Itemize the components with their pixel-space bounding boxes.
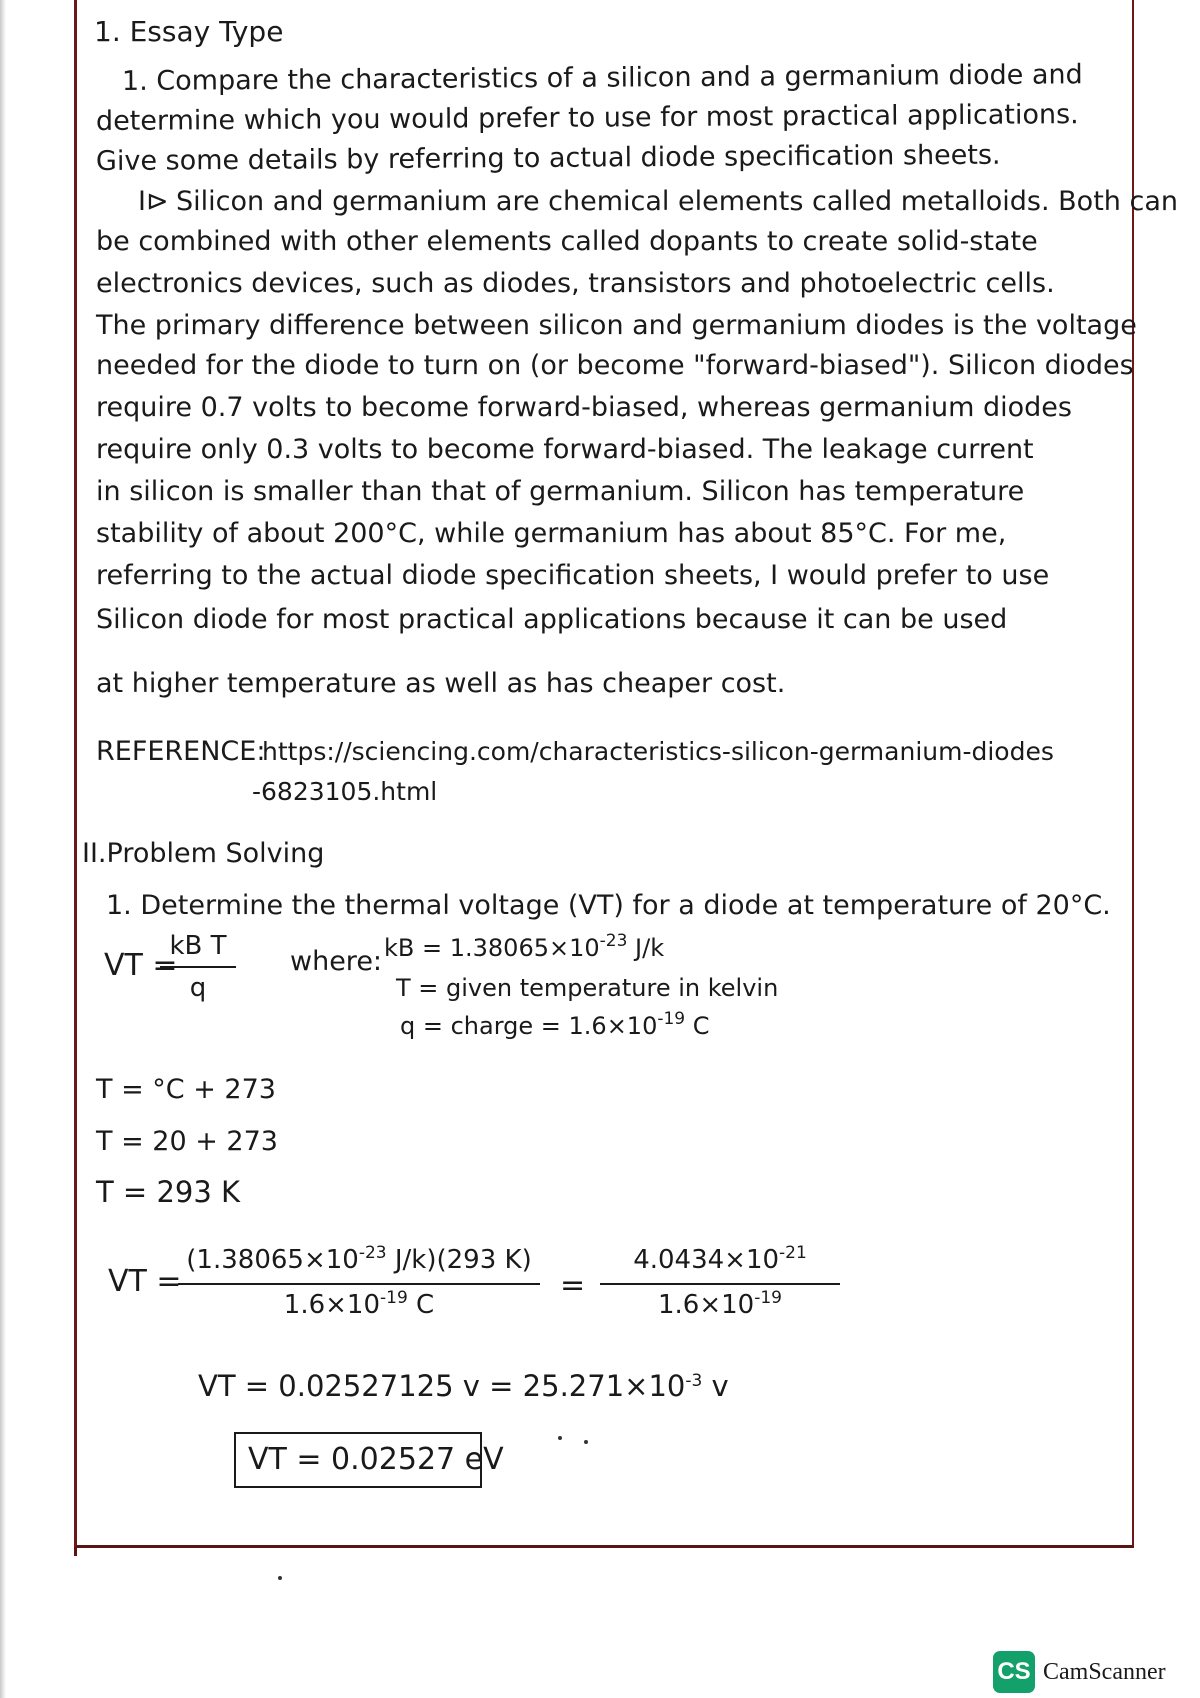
answer-line-3: electronics devices, such as diodes, transistors and photoelectric cells. — [96, 268, 1055, 299]
q-exponent: -19 — [657, 1009, 686, 1029]
question-line-2: determine which you would prefer to use for most practical applications. — [95, 99, 1079, 137]
calc-fraction-2-bar — [600, 1283, 840, 1285]
calc-numerator-2-text: 4.0434×10 — [633, 1245, 780, 1275]
reference-label: REFERENCE: — [96, 736, 266, 767]
answer-line-12: at higher temperature as well as has cheaper cost. — [96, 668, 786, 699]
essay-heading: 1. Essay Type — [94, 15, 284, 48]
answer-line-8: in silicon is smaller than that of germanium. Silicon has temperature — [96, 476, 1025, 507]
answer-line-2: be combined with other elements called dopants to create solid-state — [96, 226, 1038, 257]
calc-fraction — [178, 1244, 540, 1324]
answer-line-6: require 0.7 volts to become forward-biased, whereas germanium diodes — [96, 392, 1072, 423]
stray-mark — [584, 1440, 588, 1444]
formula-lhs: VT = — [104, 948, 178, 983]
calc-denominator-exponent: -19 — [380, 1288, 408, 1308]
calc-denominator-2-exponent: -19 — [754, 1288, 782, 1308]
answer-line-9: stability of about 200°C, while germanium has about 85°C. For me, — [96, 518, 1007, 549]
calc-numerator — [178, 1244, 540, 1279]
formula-fraction — [160, 930, 236, 1004]
answer-line-7: require only 0.3 volts to become forward-biased. The leakage current — [96, 434, 1034, 465]
result-line-exponent: -3 — [685, 1371, 703, 1391]
result-line-text: VT = 0.02527125 v = 25.271×10 — [198, 1369, 686, 1403]
scan-edge-shadow — [0, 0, 6, 1698]
q-unit: C — [692, 1012, 710, 1040]
reference-link-continued[interactable]: -6823105.html — [252, 777, 438, 806]
formula-numerator: kB T — [169, 931, 227, 961]
problem-solving-heading: II.Problem Solving — [82, 838, 325, 869]
answer-line-5: needed for the diode to turn on (or become "forward-biased"). Silicon diodes — [96, 350, 1134, 381]
step-2: T = 20 + 273 — [96, 1126, 278, 1157]
reference-link[interactable]: https://sciencing.com/characteristics-silicon-germanium-diodes — [262, 737, 1054, 766]
page-border-tail — [74, 1548, 77, 1556]
formula-denominator: q — [189, 973, 207, 1003]
calc-denominator-text: 1.6×10 — [283, 1290, 380, 1320]
calc-denominator-2 — [600, 1289, 840, 1324]
fraction-bar — [160, 966, 236, 968]
answer-line-10: referring to the actual diode specification sheets, I would prefer to use — [96, 560, 1050, 591]
calc-lhs: VT = — [108, 1264, 182, 1299]
calc-denominator — [178, 1289, 540, 1324]
calc-numerator-text: (1.38065×10 — [186, 1245, 359, 1275]
question-line-1: 1. Compare the characteristics of a silicon and a germanium diode and — [121, 59, 1083, 97]
camscanner-brand: CamScanner — [1043, 1659, 1166, 1685]
calc-numerator-tail: J/k)(293 K) — [386, 1245, 532, 1275]
question-line-3: Give some details by referring to actual diode specification sheets. — [95, 139, 1001, 177]
q-definition-text: q = charge = 1.6×10 — [400, 1012, 658, 1040]
calc-numerator-exponent: -23 — [358, 1243, 387, 1263]
kb-definition — [384, 932, 664, 967]
where-label: where: — [290, 946, 383, 977]
calc-fraction-bar — [178, 1283, 540, 1285]
camscanner-logo: CS — [993, 1651, 1035, 1693]
q-definition — [400, 1010, 710, 1045]
result-line-unit: v — [711, 1369, 729, 1403]
problem-statement: 1. Determine the thermal voltage (VT) for a diode at temperature of 20°C. — [106, 890, 1111, 921]
calc-denominator-tail: C — [407, 1290, 435, 1320]
kb-exponent: -23 — [599, 931, 628, 951]
final-answer: VT = 0.02527 eV — [248, 1442, 504, 1477]
final-answer-box — [234, 1432, 504, 1488]
answer-line-1: Silicon and germanium are chemical elements called metalloids. Both can — [176, 186, 1178, 217]
calc-fraction-2 — [600, 1244, 840, 1324]
step-3: T = 293 K — [96, 1175, 241, 1209]
stray-mark — [278, 1576, 282, 1580]
answer-line-4: The primary difference between silicon and germanium diodes is the voltage — [96, 310, 1137, 341]
calc-numerator-2 — [600, 1244, 840, 1279]
calc-equals: = — [560, 1268, 586, 1303]
calc-numerator-2-exponent: -21 — [779, 1243, 807, 1263]
answer-marker: I⊳ — [138, 186, 169, 217]
answer-line-11: Silicon diode for most practical applications because it can be used — [96, 604, 1008, 635]
result-line — [198, 1370, 729, 1407]
t-definition: T = given temperature in kelvin — [396, 974, 779, 1002]
stray-mark — [558, 1436, 562, 1440]
kb-definition-text: kB = 1.38065×10 — [384, 934, 600, 962]
calc-denominator-2-text: 1.6×10 — [658, 1290, 755, 1320]
step-1: T = °C + 273 — [96, 1074, 276, 1105]
kb-unit: J/k — [635, 934, 665, 962]
